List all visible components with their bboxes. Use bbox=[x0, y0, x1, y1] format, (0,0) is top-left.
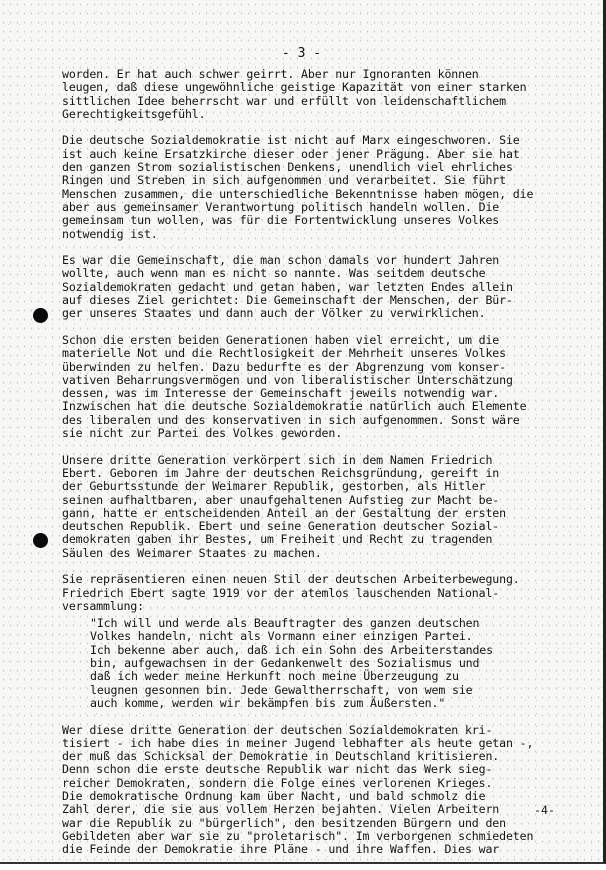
paragraph-final bbox=[62, 724, 562, 857]
paragraph-5 bbox=[62, 454, 562, 560]
text-line: den ganzen Strom sozialistischen Denkens, unendlich viel ehrliches bbox=[62, 160, 513, 175]
text-line: Unsere dritte Generation verkörpert sich in dem Namen Friedrich bbox=[62, 452, 493, 467]
text-line: sittlichen Idee beherrscht war und erfüllt von leidenschaftlichem bbox=[62, 93, 506, 108]
paragraph-3 bbox=[62, 254, 562, 320]
text-line: Denn schon die erste deutsche Republik war nicht das Werk sieg- bbox=[62, 762, 493, 777]
text-line: aber aus gemeinsamer Verantwortung politisch handeln wollen. Die bbox=[62, 199, 500, 214]
text-line: gemeinsam tun wollen, was für die Fortentwicklung unseres Volkes bbox=[62, 213, 500, 228]
text-line: versammlung: bbox=[62, 598, 144, 613]
text-line: materielle Not und die Rechtlosigkeit der Mehrheit unseres Volkes bbox=[62, 346, 506, 361]
text-line: Menschen zusammen, die unterschiedliche Bekenntnisse haben mögen, die bbox=[62, 186, 534, 201]
text-line: Schon die ersten beiden Generationen haben viel erreicht, um die bbox=[62, 332, 500, 347]
text-line: der muß das Schicksal der Demokratie in Deutschland kritisieren. bbox=[62, 749, 500, 764]
quote-line: "Ich will und werde als Beauftragter des ganzen deutschen bbox=[90, 616, 480, 631]
punch-hole-lower bbox=[33, 533, 48, 548]
text-line: gann, hatte er entscheidenden Anteil an der Gestaltung der ersten bbox=[62, 505, 506, 520]
body-text bbox=[62, 68, 562, 870]
text-line: Gerechtigkeitsgefühl. bbox=[62, 106, 206, 121]
quote-line: daß ich weder meine Herkunft noch meine Überzeugung zu bbox=[90, 669, 459, 684]
text-line: reicher Demokraten, sondern die Folge eines verlorenen Krieges. bbox=[62, 775, 493, 790]
text-line: worden. Er hat auch schwer geirrt. Aber nur Ignoranten können bbox=[62, 67, 479, 81]
text-line: dessen, was im Interesse der Gemeinschaft jeweils notwendig war. bbox=[62, 386, 500, 401]
quote-line: Volkes handeln, nicht als Vormann einer einzigen Partei. bbox=[90, 629, 473, 644]
text-line: leugen, daß diese ungewöhnliche geistige Kapazität von einer starken bbox=[62, 80, 527, 95]
text-line: Zahl derer, die sie aus vollem Herzen bejahten. Vielen Arbeitern bbox=[62, 802, 500, 817]
text-line: Ringen und Streben in sich aufgenommen und verarbeitet. Sie führt bbox=[62, 173, 506, 188]
text-line: Gebildeten aber war sie zu "proletarisch". Im verborgenen schmiedeten bbox=[62, 828, 534, 843]
catchword-next-page: -4- bbox=[534, 803, 555, 817]
quote-line: Ich bekenne aber auch, daß ich ein Sohn des Arbeiterstandes bbox=[90, 642, 493, 657]
text-line: deutschen Republik. Ebert und seine Generation deutscher Sozial- bbox=[62, 519, 500, 534]
text-line: sie nicht zur Partei des Volkes geworden. bbox=[62, 426, 343, 441]
text-line: vativen Beharrungsvermögen und von liberalistischer Unterschätzung bbox=[62, 372, 513, 387]
text-line: Säulen des Weimarer Staates zu machen. bbox=[62, 545, 322, 560]
quote-line: auch komme, werden wir bekämpfen bis zum Äußersten." bbox=[90, 695, 446, 710]
quote-line: leugnen gesonnen bin. Jede Gewaltherrschaft, von wem sie bbox=[90, 682, 473, 697]
text-line: Es war die Gemeinschaft, die man schon damals vor hundert Jahren bbox=[62, 253, 500, 268]
paragraph-2 bbox=[62, 134, 562, 240]
text-line: der Geburtsstunde der Weimarer Republik, gestorben, als Hitler bbox=[62, 479, 486, 494]
paragraph-1 bbox=[62, 68, 562, 121]
text-line: auf dieses Ziel gerichtet: Die Gemeinschaft der Menschen, der Bür- bbox=[62, 293, 513, 308]
text-line: Inzwischen hat die deutsche Sozialdemokratie natürlich auch Elemente bbox=[62, 399, 527, 414]
text-line: des liberalen und des konservativen in sich aufgenommen. Sonst wäre bbox=[62, 412, 520, 427]
text-line: war die Republik zu "bürgerlich", den besitzenden Bürgern und den bbox=[62, 815, 506, 830]
text-line: Sie repräsentieren einen neuen Stil der deutschen Arbeiterbewegung. bbox=[62, 572, 520, 587]
text-line: Die deutsche Sozialdemokratie ist nicht auf Marx eingeschworen. Sie bbox=[62, 133, 520, 148]
text-line: Die demokratische Ordnung kam über Nacht, und bald schmolz die bbox=[62, 789, 486, 804]
text-line: Friedrich Ebert sagte 1919 vor der atemlos lauschenden National- bbox=[62, 585, 500, 600]
paragraph-4 bbox=[62, 334, 562, 440]
punch-hole-upper bbox=[33, 308, 48, 323]
text-line: demokraten gaben ihr Bestes, um Freiheit und Recht zu tragenden bbox=[62, 532, 493, 547]
text-line: die Feinde der Demokratie ihre Pläne - und ihre Waffen. Dies war bbox=[62, 842, 500, 857]
text-line: notwendig ist. bbox=[62, 226, 158, 241]
text-line: tisiert - ich habe dies in meiner Jugend lebhafter als heute getan -, bbox=[62, 735, 534, 750]
text-line: ist auch keine Ersatzkirche dieser oder jener Prägung. Aber sie hat bbox=[62, 146, 520, 161]
text-line: überwinden zu helfen. Dazu bedurfte es der Abgrenzung vom konser- bbox=[62, 359, 506, 374]
text-line: ger unseres Staates und dann auch der Völker zu verwirklichen. bbox=[62, 306, 486, 321]
text-line: Ebert. Geboren im Jahre der deutschen Reichsgründung, gereift in bbox=[62, 465, 500, 480]
paragraph-6 bbox=[62, 573, 562, 613]
quote-line: bin, aufgewachsen in der Gedankenwelt des Sozialismus und bbox=[90, 656, 480, 671]
text-line: Wer diese dritte Generation der deutschen Sozialdemokraten kri- bbox=[62, 722, 493, 737]
text-line: Sozialdemokraten gedacht und getan haben, war letzten Endes allein bbox=[62, 279, 513, 294]
text-line: wollte, auch wenn man es nicht so nannte. Was seitdem deutsche bbox=[62, 266, 486, 281]
ebert-quote bbox=[90, 617, 562, 710]
page-number: - 3 - bbox=[281, 46, 322, 61]
text-line: seinen aufhaltbaren, aber unaufgehaltenen Aufstieg zur Macht be- bbox=[62, 492, 500, 507]
